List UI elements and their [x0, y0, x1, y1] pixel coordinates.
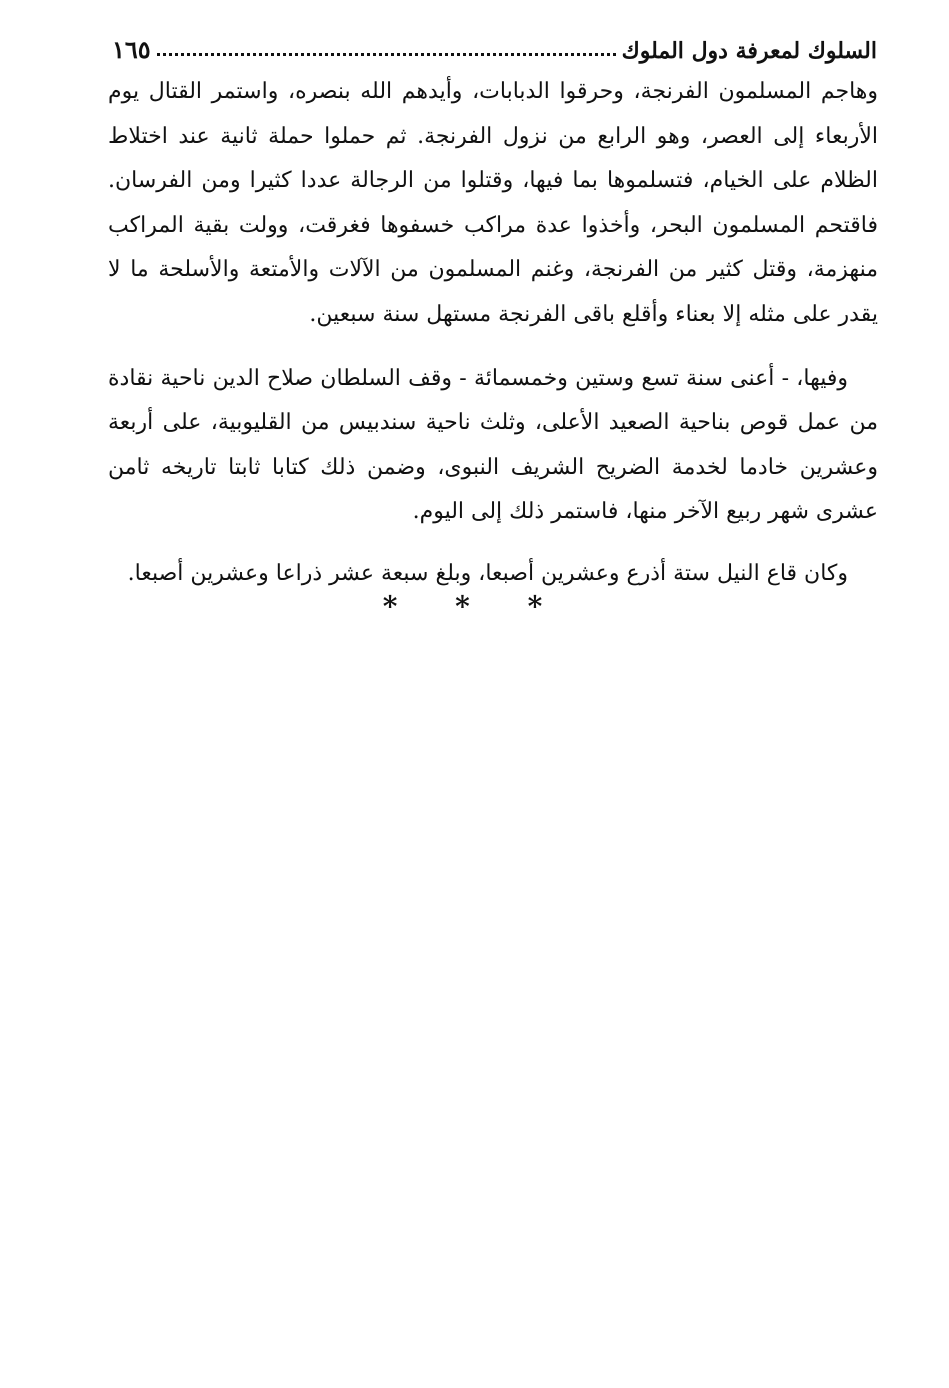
body-text	[108, 70, 878, 597]
section-separator: * * *	[382, 590, 567, 623]
page-number: ١٦٥	[112, 35, 151, 64]
header-dot-leader	[157, 53, 616, 56]
paragraph: وكان قاع النيل ستة أذرع وعشرين أصبعا، وبلغ سبعة عشر ذراعا وعشرين أصبعا.	[127, 560, 848, 586]
paragraph: وفيها، - أعنى سنة تسع وستين وخمسمائة - وقف السلطان صلاح الدين ناحية نقادة من عمل قوص بناحية الصعيد الأعلى، وثلث ناحية سندبيس من القليوبية، على أربعة وعشرين خادما لخدمة الضريح الشريف النبوى، وضمن ذلك كتابا ثابتا تاريخه ثامن عشرى شهر ربيع الآخر منها، فاستمر ذلك إلى اليوم.	[108, 365, 878, 525]
page-header	[112, 24, 877, 64]
running-title: السلوك لمعرفة دول الملوك	[621, 38, 877, 64]
paragraph: وهاجم المسلمون الفرنجة، وحرقوا الدبابات، وأيدهم الله بنصره، واستمر القتال يوم الأربعاء إلى العصر، وهو الرابع من نزول الفرنجة. ثم حملوا حملة ثانية عند اختلاط الظلام على الخيام، فتسلموها بما فيها، وقتلوا من الرجالة عددا كثيرا ومن الفرسان. فاقتحم المسلمون البحر، وأخذوا عدة مراكب خسفوها فغرقت، وولت بقية المراكب منهزمة، وقتل كثير من الفرنجة، وغنم المسلمون من الآلات والأمتعة والأسلحة ما لا يقدر على مثله إلا بعناء وأقلع باقى الفرنجة مستهل سنة سبعين.	[108, 79, 878, 327]
